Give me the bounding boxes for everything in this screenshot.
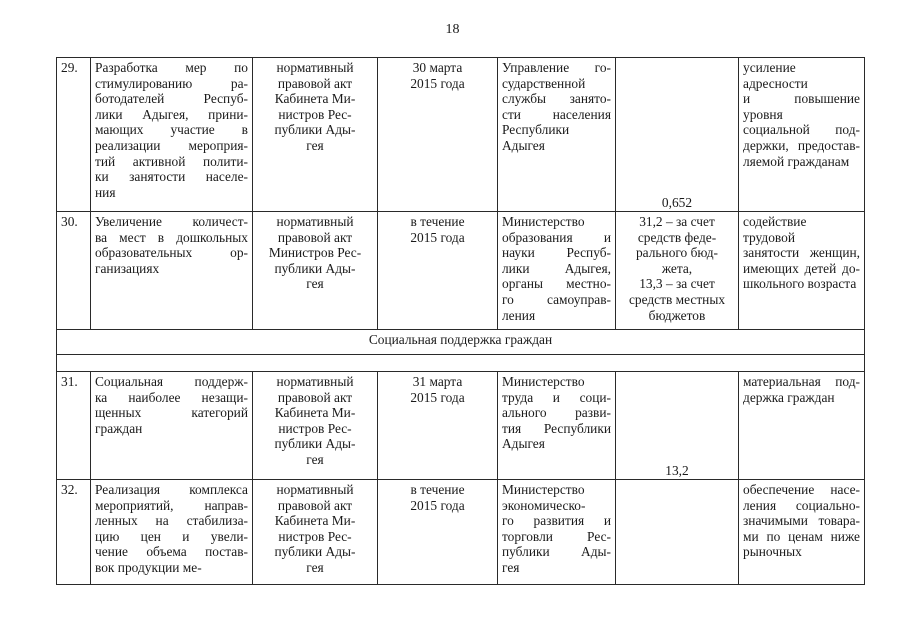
cell-line: экономическо-: [502, 497, 586, 513]
cell-line: реализации мероприя-: [95, 137, 248, 153]
cell-line: труда и соци-: [502, 389, 611, 405]
deadline-cell: [378, 212, 498, 330]
executor-cell: [498, 212, 616, 330]
document-cell: [253, 372, 378, 480]
result-cell: [739, 212, 865, 330]
measure-cell: [91, 58, 253, 212]
cell-line: бюджетов: [648, 307, 706, 323]
cell-line: средств местных: [628, 291, 726, 307]
cell-line: держки, предостав-: [743, 137, 860, 153]
table-row: [57, 58, 865, 212]
cell-line: Министерство: [502, 482, 585, 497]
cell-line: Министерство: [502, 214, 585, 229]
cell-line: Разработка мер по: [95, 60, 248, 75]
cell-line: Социальная поддерж-: [95, 374, 248, 389]
cell-line: Реализация комплекса: [95, 482, 248, 497]
table-row: [57, 480, 865, 585]
cell-line: значимыми товара-: [743, 513, 860, 529]
cell-line: ботодателей Респуб-: [95, 91, 248, 107]
cell-line: мающих участие в: [95, 122, 248, 138]
cell-line: нистров Рес-: [278, 420, 352, 436]
cell-line: 31,2 – за счет: [639, 214, 715, 229]
cell-line: ального разви-: [502, 405, 611, 421]
cell-line: лики Адыгея,: [502, 260, 611, 276]
cell-line: публики Ады-: [502, 544, 611, 560]
cell-line: стимулированию ра-: [95, 75, 248, 91]
row-number: 30.: [57, 212, 91, 330]
funding-cell: [616, 212, 739, 330]
funding-cell: [616, 480, 739, 585]
cell-line: Министерство: [502, 374, 585, 389]
cell-line: образования и: [502, 229, 611, 245]
row-number: 31.: [57, 372, 91, 480]
cell-line: правовой акт: [277, 75, 353, 91]
cell-line: гея: [306, 137, 324, 153]
cell-line: 31 марта: [412, 374, 463, 389]
cell-line: правовой акт: [277, 389, 353, 405]
table-row: [57, 212, 865, 330]
cell-line: усиление адресности: [743, 60, 808, 91]
cell-line: нормативный: [276, 60, 354, 75]
executor-cell: [498, 480, 616, 585]
cell-line: занятости женщин,: [743, 245, 860, 261]
cell-line: нормативный: [276, 482, 354, 497]
cell-line: обеспечение насе-: [743, 482, 860, 497]
cell-line: в течение: [410, 214, 465, 229]
cell-line: ки занятости населе-: [95, 169, 248, 185]
measure-cell: [91, 480, 253, 585]
cell-line: граждан: [95, 420, 143, 436]
cell-line: нистров Рес-: [278, 528, 352, 544]
cell-line: содействие трудовой: [743, 214, 807, 245]
table-row: [57, 372, 865, 480]
cell-line: Кабинета Ми-: [274, 91, 356, 107]
document-cell: [253, 58, 378, 212]
cell-line: щенных категорий: [95, 405, 248, 421]
cell-line: публики Ады-: [274, 260, 356, 276]
cell-line: нормативный: [276, 374, 354, 389]
cell-line: чение объема постав-: [95, 544, 248, 560]
cell-line: тия Республики: [502, 420, 611, 436]
cell-line: 13,3 – за счет: [639, 276, 715, 292]
cell-line: Кабинета Ми-: [274, 513, 356, 529]
cell-line: образовательных ор-: [95, 245, 248, 261]
cell-line: в течение: [410, 482, 465, 497]
deadline-cell: [378, 480, 498, 585]
cell-line: Увеличение количест-: [95, 214, 248, 229]
cell-line: торговли Рес-: [502, 528, 611, 544]
cell-line: ления социально-: [743, 497, 860, 513]
cell-line: ка наиболее незащи-: [95, 389, 248, 405]
section-heading: Социальная поддержка граждан: [57, 330, 865, 355]
cell-line: держка граждан: [743, 389, 835, 405]
result-cell: [739, 480, 865, 585]
cell-line: ва мест в дошкольных: [95, 229, 248, 245]
cell-line: и повышение уровня: [743, 91, 860, 122]
cell-line: тий активной полити-: [95, 153, 248, 169]
cell-line: ленных на стабилиза-: [95, 513, 248, 529]
cell-line: сти населения: [502, 106, 611, 122]
cell-line: го развития и: [502, 513, 611, 529]
cell-line: публики Ады-: [274, 544, 356, 560]
cell-line: гея: [502, 559, 520, 575]
cell-line: мероприятий, направ-: [95, 497, 248, 513]
cell-line: Министров Рес-: [268, 245, 362, 261]
cell-line: 13,2: [665, 463, 689, 479]
cell-line: гея: [306, 451, 324, 467]
cell-line: материальная под-: [743, 374, 860, 389]
cell-line: ганизациях: [95, 260, 160, 276]
cell-line: публики Ады-: [274, 122, 356, 138]
spacer-cell: [57, 355, 865, 372]
row-number: 32.: [57, 480, 91, 585]
cell-line: Адыгея: [502, 436, 545, 452]
spacer-row: [57, 355, 865, 372]
cell-line: гея: [306, 559, 324, 575]
cell-line: нормативный: [276, 214, 354, 229]
page-number: 18: [445, 22, 460, 37]
cell-line: нистров Рес-: [278, 106, 352, 122]
cell-line: лики Адыгея, прини-: [95, 106, 248, 122]
cell-line: 30 марта: [412, 60, 463, 75]
cell-line: 2015 года: [410, 229, 465, 245]
cell-line: ми по ценам ниже: [743, 528, 860, 544]
cell-line: Адыгея: [502, 137, 545, 153]
cell-line: сударственной: [502, 75, 586, 91]
cell-line: цию цен и увели-: [95, 528, 248, 544]
cell-line: науки Респуб-: [502, 245, 611, 261]
measure-cell: [91, 212, 253, 330]
cell-line: службы занято-: [502, 91, 611, 107]
cell-line: правовой акт: [277, 229, 353, 245]
section-heading-row: [57, 330, 865, 355]
deadline-cell: [378, 372, 498, 480]
executor-cell: [498, 58, 616, 212]
cell-line: Кабинета Ми-: [274, 405, 356, 421]
cell-line: Управление го-: [502, 60, 611, 75]
cell-line: жета,: [661, 260, 693, 276]
cell-line: ния: [95, 184, 116, 200]
cell-line: публики Ады-: [274, 436, 356, 452]
cell-line: имеющих детей до-: [743, 260, 860, 276]
document-cell: [253, 212, 378, 330]
deadline-cell: [378, 58, 498, 212]
cell-line: го самоуправ-: [502, 291, 611, 307]
cell-line: социальной под-: [743, 122, 860, 138]
cell-line: ления: [502, 307, 536, 323]
cell-line: правовой акт: [277, 497, 353, 513]
cell-line: школьного возраста: [743, 276, 857, 292]
row-number: 29.: [57, 58, 91, 212]
result-cell: [739, 58, 865, 212]
document-cell: [253, 480, 378, 585]
cell-line: рального бюд-: [635, 245, 719, 261]
cell-line: 2015 года: [410, 497, 465, 513]
result-cell: [739, 372, 865, 480]
cell-line: органы местно-: [502, 276, 611, 292]
funding-cell: [616, 58, 739, 212]
cell-line: гея: [306, 276, 324, 292]
cell-line: средств феде-: [637, 229, 717, 245]
funding-cell: [616, 372, 739, 480]
cell-line: ляемой гражданам: [743, 153, 850, 169]
cell-line: 2015 года: [410, 389, 465, 405]
cell-line: 0,652: [661, 195, 693, 211]
cell-line: рыночных: [743, 544, 802, 560]
cell-line: вок продукции ме-: [95, 559, 202, 575]
measures-table: [56, 57, 865, 585]
cell-line: 2015 года: [410, 75, 465, 91]
measure-cell: [91, 372, 253, 480]
cell-line: Республики: [502, 122, 570, 138]
executor-cell: [498, 372, 616, 480]
